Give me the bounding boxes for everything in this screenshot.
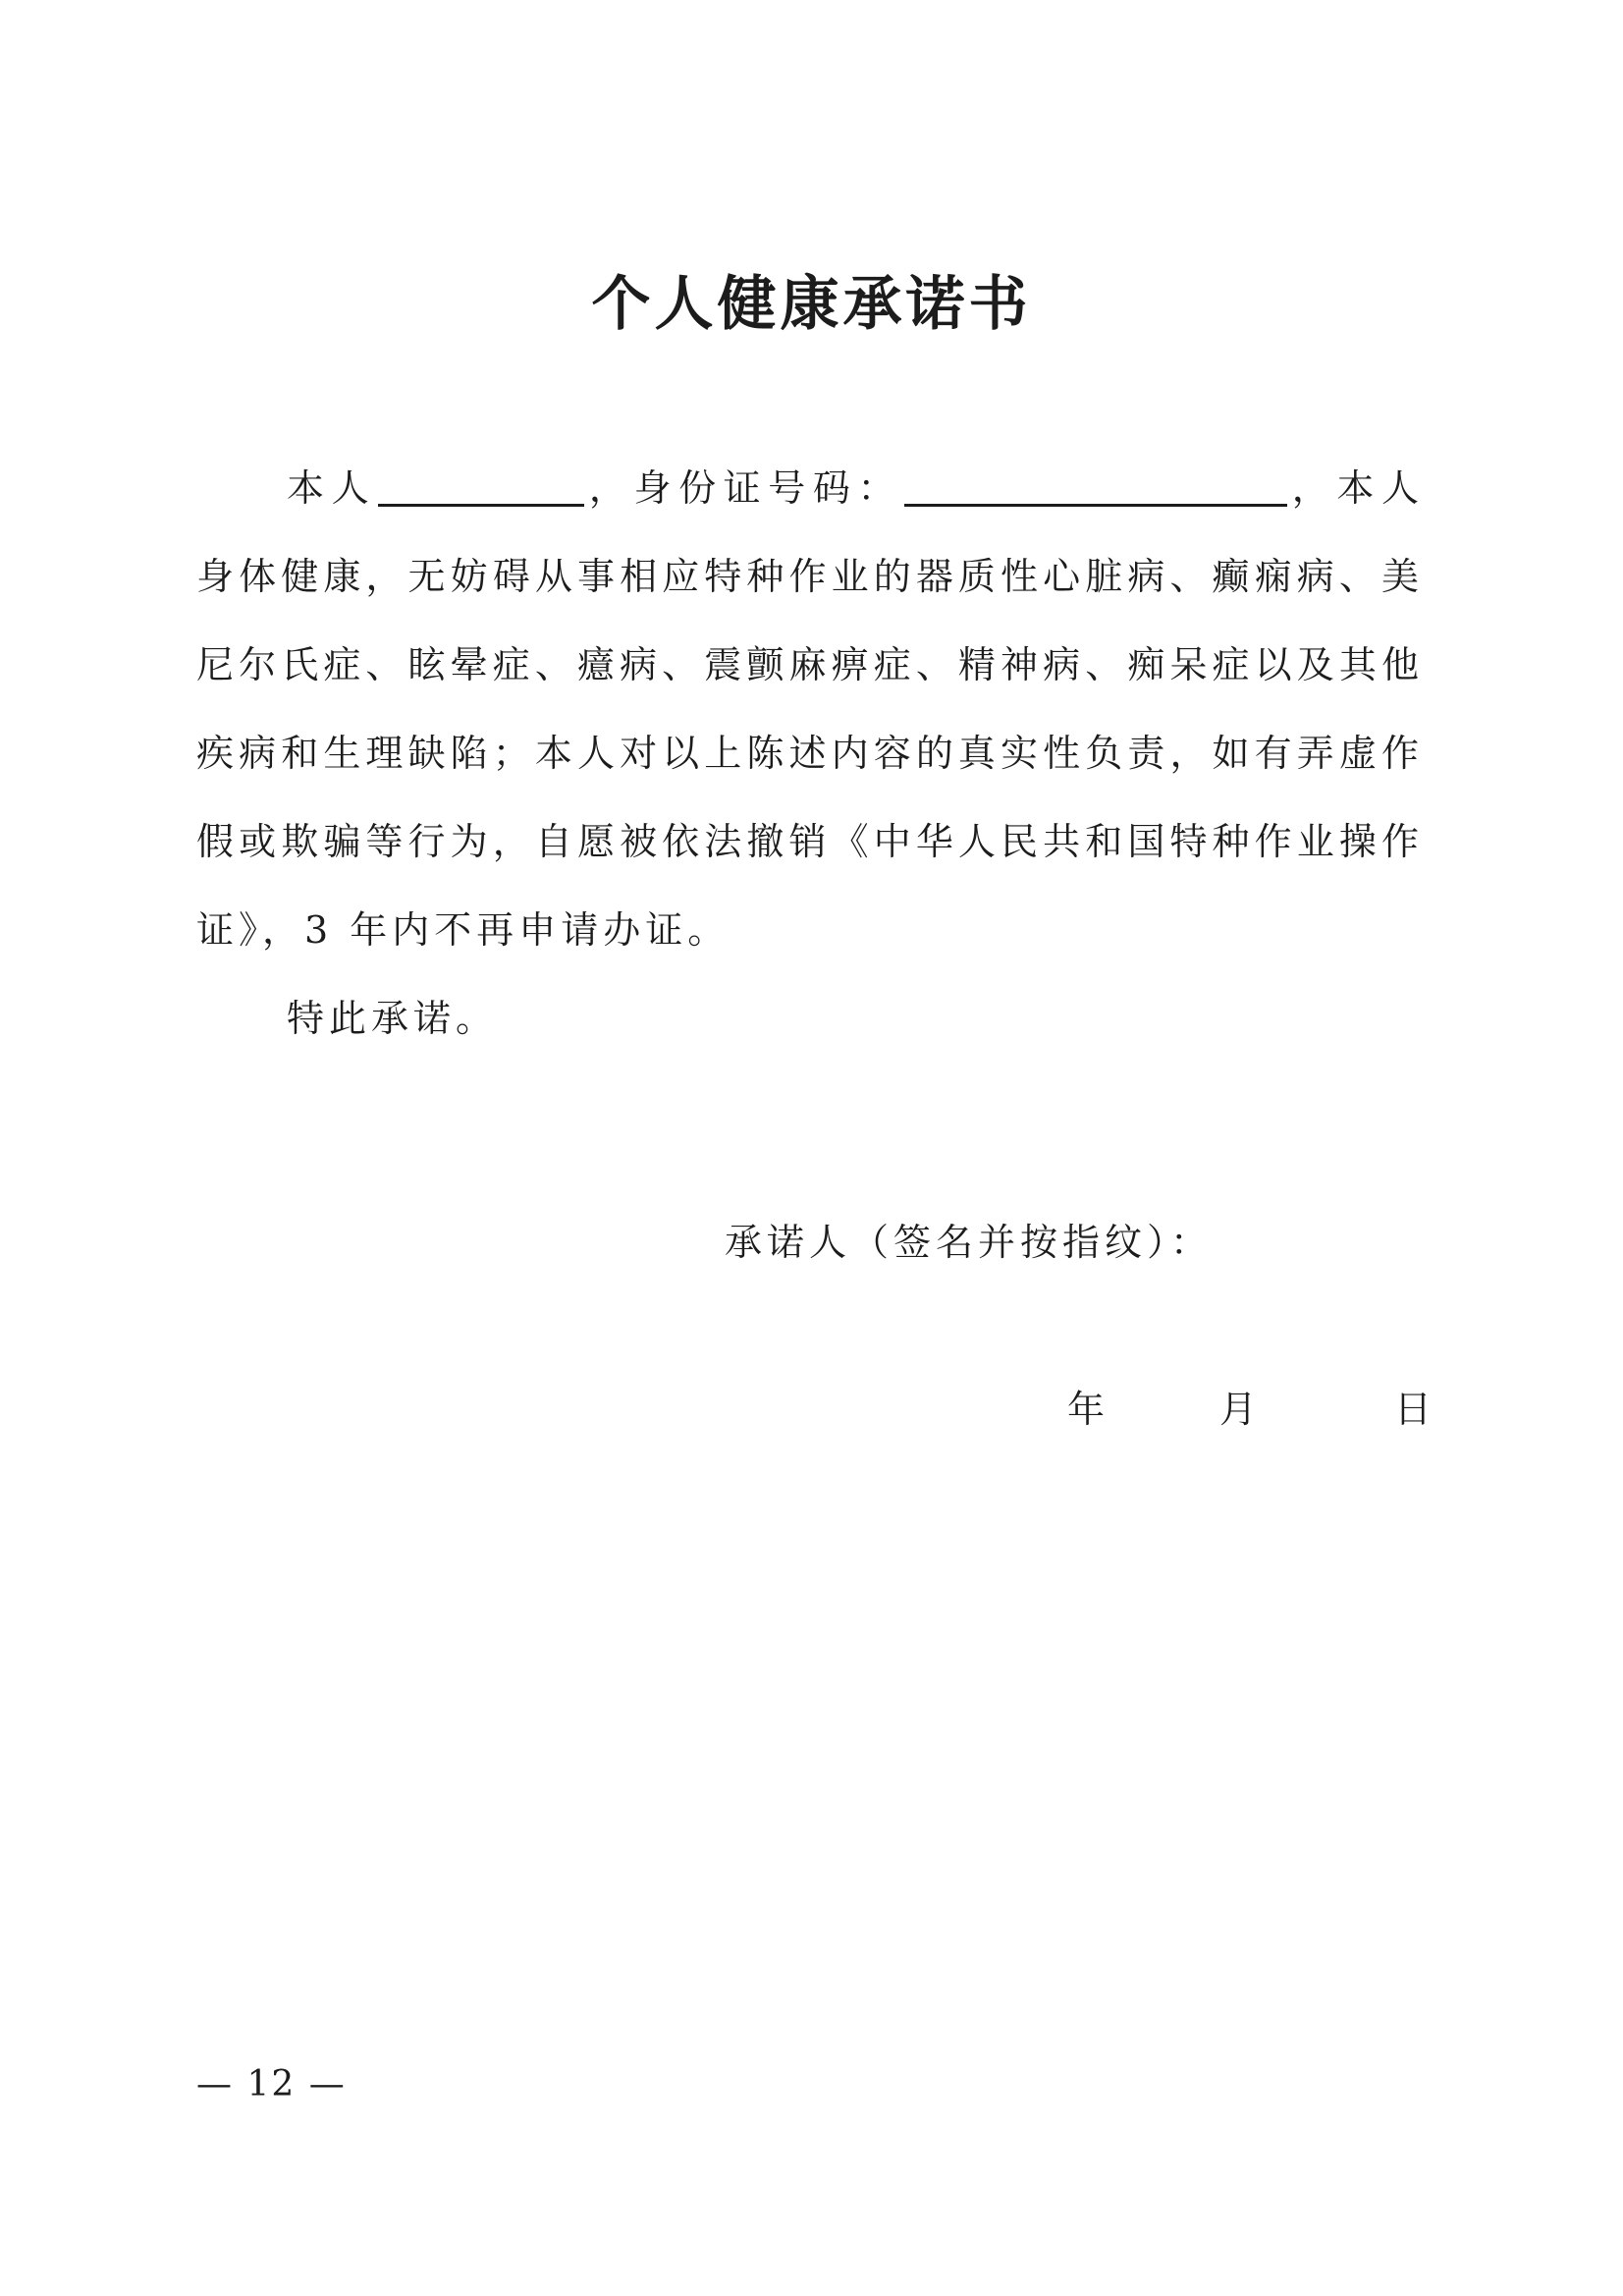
declaration-prefix: 本人 <box>287 466 377 510</box>
date-year-label: 年 <box>1067 1388 1106 1431</box>
id-number-blank[interactable] <box>904 466 1287 507</box>
signature-label: 承诺人（签名并按指纹）： <box>725 1221 1214 1264</box>
declaration-paragraph <box>196 444 1424 974</box>
page-number: — 12 — <box>196 2064 347 2105</box>
name-blank[interactable] <box>378 466 584 507</box>
declaration-id-label: ，身份证号码： <box>586 466 903 510</box>
date-day-label: 日 <box>1394 1388 1433 1431</box>
declaration-body: ，本人身体健康，无妨碍从事相应特种作业的器质性心脏病、癫痫病、美尼尔氏症、眩晕症、癔病、震颤麻痹症、精神病、痴呆症以及其他疾病和生理缺陷；本人对以上陈述内容的真实性负责，如有弄虚作假或欺骗等行为，自愿被依法撤销《中华人民共和国特种作业操作证》，3 年内不再申请办证。 <box>196 466 1424 952</box>
date-month-label: 月 <box>1219 1388 1258 1431</box>
document-title: 个人健康承诺书 <box>591 270 1032 339</box>
closing-paragraph: 特此承诺。 <box>287 997 499 1040</box>
